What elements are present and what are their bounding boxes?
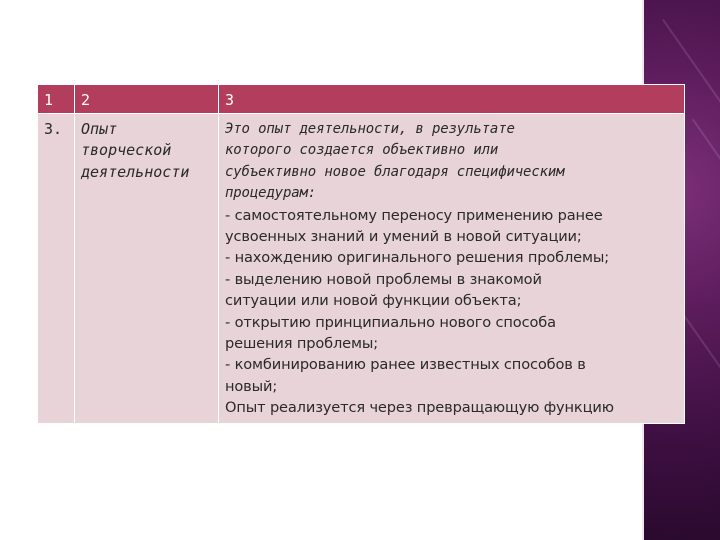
row-number-cell: 3. (38, 114, 75, 424)
header-cell-2: 2 (75, 85, 219, 114)
body-line: новый; (225, 377, 278, 395)
panel-streak (692, 119, 720, 333)
body-line: ситуации или новой функции объекта; (225, 292, 522, 310)
body-line: - самостоятельному переносу применению ранее (225, 206, 603, 224)
body-line: - нахождению оригинального решения проблемы; (225, 249, 609, 267)
content-table-container (37, 84, 685, 424)
definition-line: Это опыт деятельности, в результате (225, 121, 515, 137)
definition-line: субъективно новое благодаря специфическим (225, 163, 565, 180)
body-line: - комбинированию ранее известных способов в (225, 356, 586, 374)
definition-line: которого создается объективно или (225, 142, 499, 159)
row-name-cell (75, 114, 219, 424)
definition-line: процедурам: (225, 185, 317, 202)
row-description-cell (219, 114, 685, 424)
body-line: усвоенных знаний и умений в новой ситуации; (225, 228, 582, 246)
header-cell-3: 3 (219, 85, 685, 114)
body-line: - выделению новой проблемы в знакомой (225, 270, 542, 288)
name-line: творческой (81, 141, 172, 160)
body-line: решения проблемы; (225, 335, 378, 353)
header-cell-1: 1 (38, 85, 75, 114)
table-row (38, 114, 685, 424)
table-header-row (38, 85, 685, 114)
body-line: - открытию принципиально нового способа (225, 313, 556, 331)
body-line: Опыт реализуется через превращающую функцию (225, 399, 614, 417)
content-table (37, 84, 685, 424)
name-line: Опыт (81, 120, 118, 138)
name-line: деятельности (81, 162, 190, 181)
